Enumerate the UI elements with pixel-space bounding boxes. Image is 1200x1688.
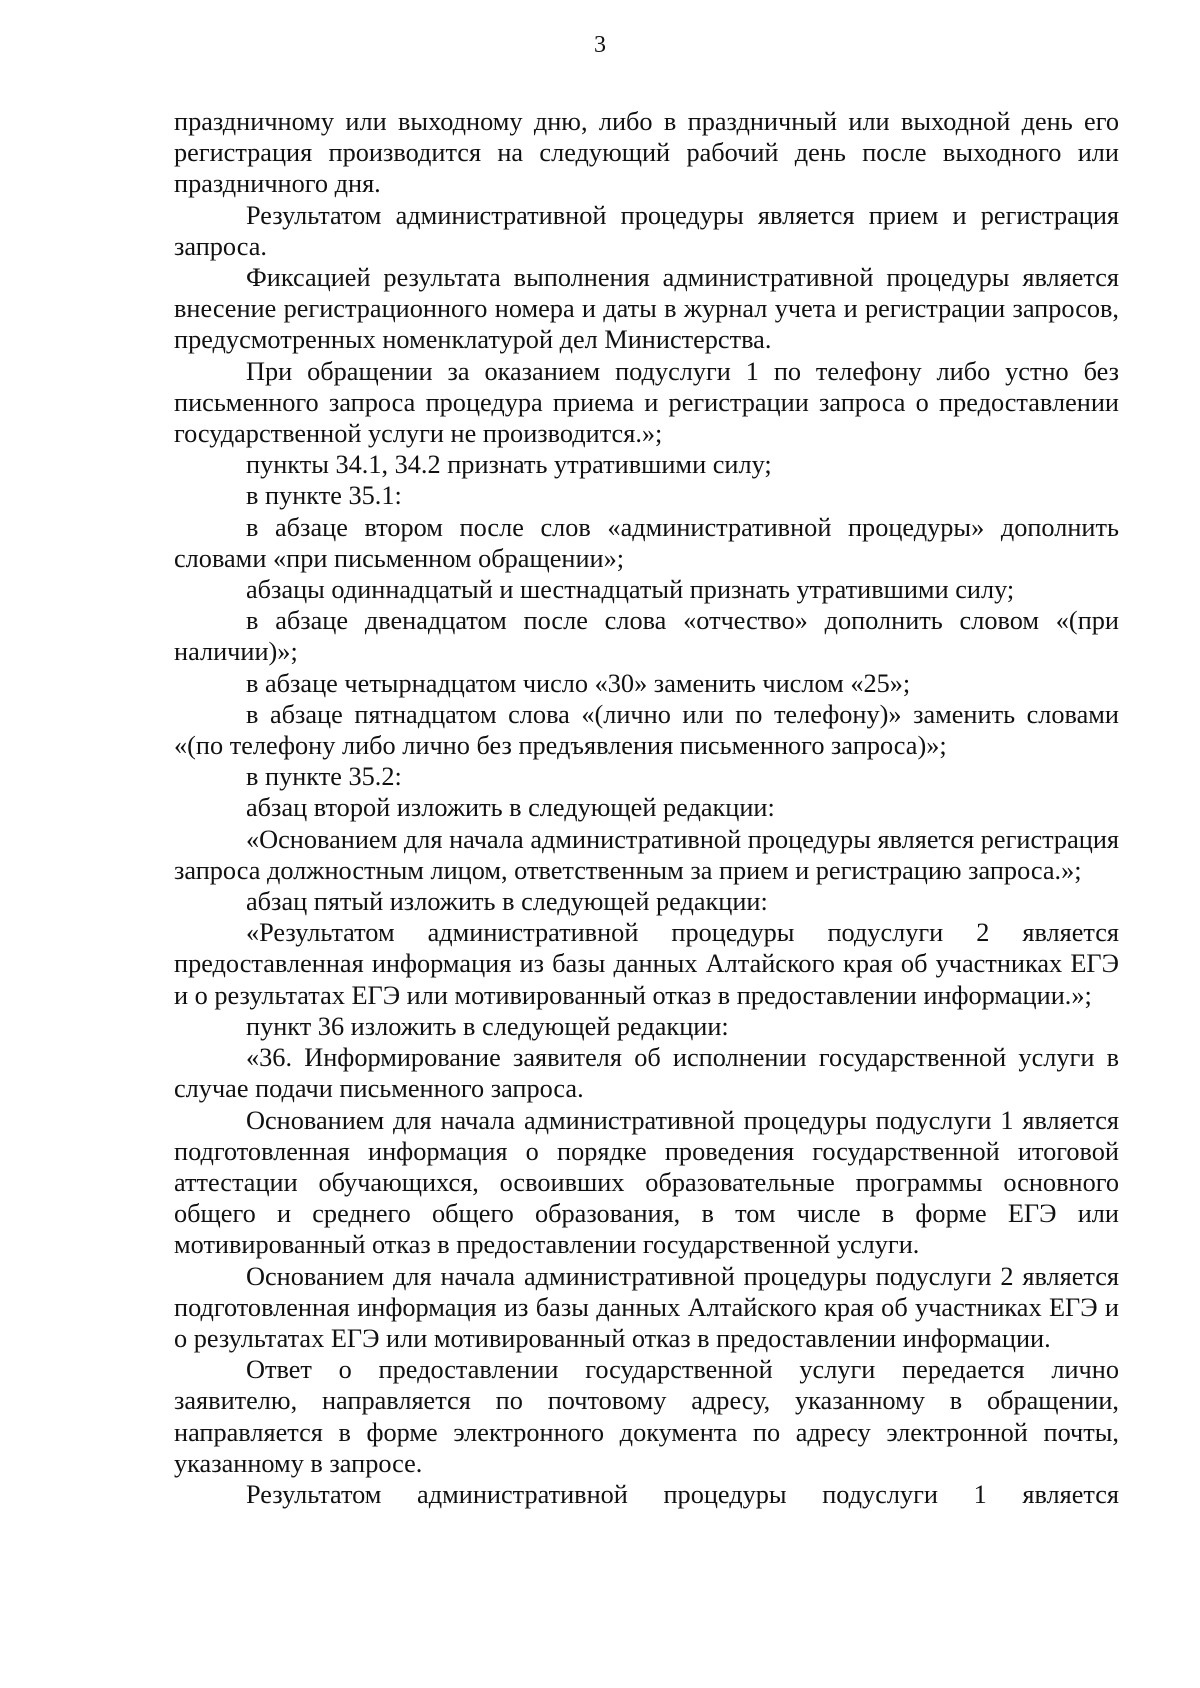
paragraph: пункты 34.1, 34.2 признать утратившими силу;: [246, 450, 772, 480]
paragraph: Основанием для начала административной процедуры подуслуги 2 является подготовленная информация из базы данных Алтайского края об участниках ЕГЭ и о результатах ЕГЭ или мотивированный отказ в предоставлении информации.: [174, 1261, 1119, 1353]
paragraph: абзац пятый изложить в следующей редакции:: [246, 887, 768, 917]
paragraph: абзац второй изложить в следующей редакции:: [246, 793, 775, 823]
paragraph: Ответ о предоставлении государственной услуги передается лично заявителю, направляется по почтовому адресу, указанному в обращении, направляется в форме электронного документа по адресу электронной почты, указанному в запросе.: [174, 1355, 1119, 1478]
paragraph: в пункте 35.2:: [246, 762, 402, 792]
paragraph: Результатом административной процедуры является прием и регистрация запроса.: [174, 200, 1119, 261]
paragraph: Основанием для начала административной процедуры подуслуги 1 является подготовленная информация о порядке проведения государственной итоговой аттестации обучающихся, освоивших образовательные программы основного общего и среднего общего образования, в том числе в форме ЕГЭ или мотивированный отказ в предоставлении государственной услуги.: [174, 1105, 1119, 1260]
paragraph: в абзаце пятнадцатом слова «(лично или по телефону)» заменить словами «(по телефону либо лично без предъявления письменного запроса)»;: [174, 699, 1119, 761]
paragraph: Результатом административной процедуры подуслуги 1 является: [246, 1479, 1119, 1509]
paragraph: При обращении за оказанием подуслуги 1 по телефону либо устно без письменного запроса процедура приема и регистрации запроса о предоставлении государственной услуги не производится.»;: [174, 356, 1119, 449]
document-body: [174, 106, 1119, 1510]
paragraph: пункт 36 изложить в следующей редакции:: [246, 1011, 729, 1041]
paragraph: «Результатом административной процедуры подуслуги 2 является предоставленная информация из базы данных Алтайского края об участниках ЕГЭ и о результатах ЕГЭ или мотивированный отказ в предоставлении информации.»;: [174, 918, 1119, 1010]
paragraph: в абзаце четырнадцатом число «30» заменить числом «25»;: [246, 668, 911, 698]
paragraph: в пункте 35.1:: [246, 481, 402, 511]
paragraph: в абзаце втором после слов «административной процедуры» дополнить словами «при письменном обращении»;: [174, 512, 1119, 573]
paragraph: праздничному или выходному дню, либо в праздничный или выходной день его регистрация производится на следующий рабочий день после выходного или праздничного дня.: [174, 107, 1119, 199]
paragraph: в абзаце двенадцатом после слова «отчество» дополнить словом «(при наличии)»;: [174, 606, 1119, 667]
paragraph: «Основанием для начала административной процедуры является регистрация запроса должностным лицом, ответственным за прием и регистрацию запроса.»;: [174, 824, 1119, 885]
paragraph: Фиксацией результата выполнения административной процедуры является внесение регистрационного номера и даты в журнал учета и регистрации запросов, предусмотренных номенклатурой дел Министерства.: [174, 263, 1119, 355]
page-number: 3: [594, 32, 606, 58]
paragraph: «36. Информирование заявителя об исполнении государственной услуги в случае подачи письменного запроса.: [174, 1043, 1119, 1104]
paragraph: абзацы одиннадцатый и шестнадцатый признать утратившими силу;: [246, 575, 1015, 605]
